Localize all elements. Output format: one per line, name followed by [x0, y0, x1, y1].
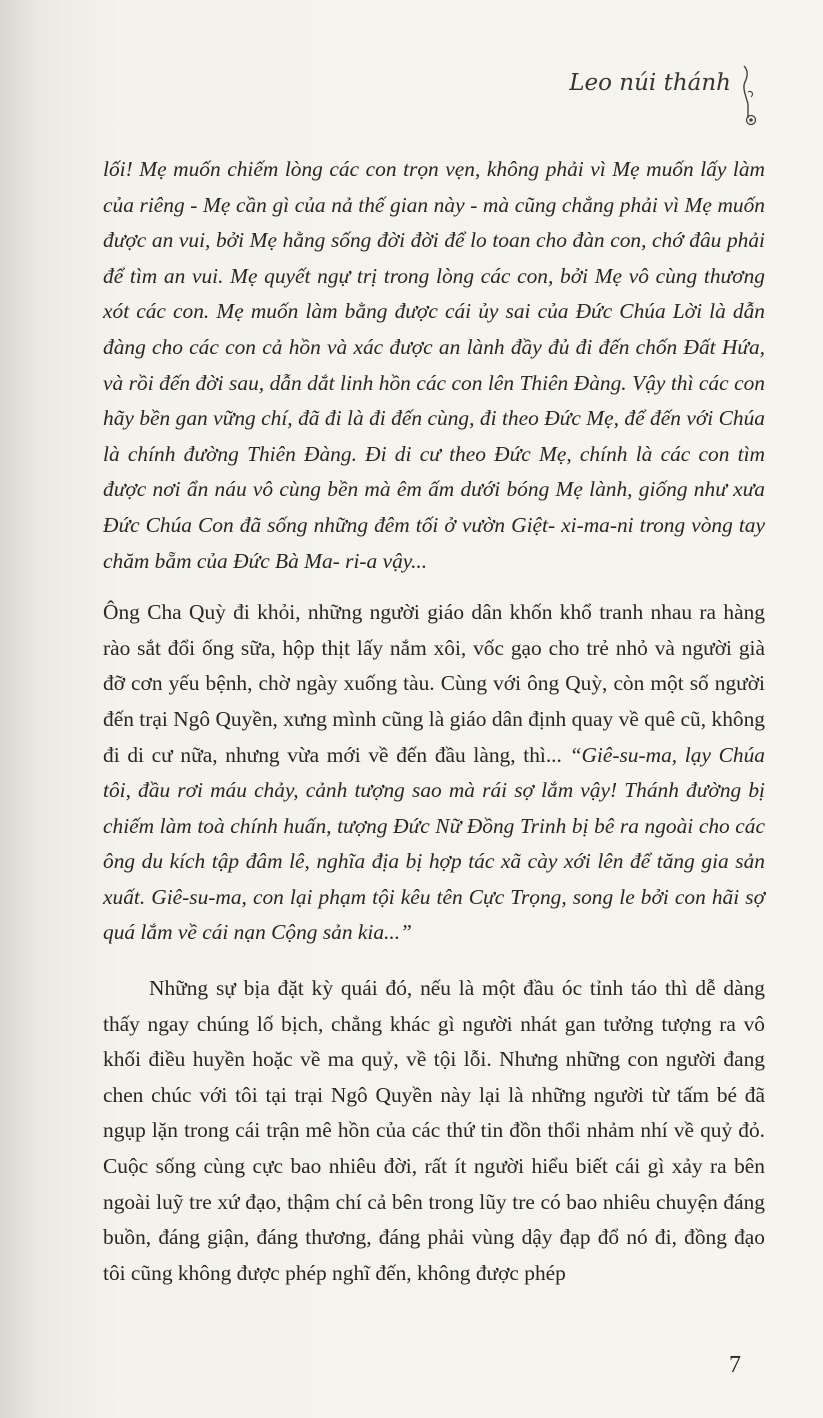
paragraph-1-text: Ông Cha Quỳ đi khỏi, những người giáo dân khốn khổ tranh nhau ra hàng rào sắt đổi ống sữa, hộp thịt lấy nắm xôi, vốc gạo cho trẻ nhỏ và người già đỡ cơn yếu bệnh, chờ ngày xuống tàu. Cùng với ông Quỳ, còn một số người đến trại Ngô Quyền, xưng mình cũng là giáo dân định quay về quê cũ, không đi di cư nữa, nhưng vừa mới về đến đầu làng, thì... [103, 600, 765, 767]
paragraph-1-quote: “Giê-su-ma, lạy Chúa tôi, đầu rơi máu chảy, cảnh tượng sao mà rái sợ lắm vậy! Thánh đường bị chiếm làm toà chính huấn, tượng Đức Nữ Đồng Trinh bị bê ra ngoài cho các ông du kích tập đâm lê, nghĩa địa bị hợp tác xã cày xới lên để tăng gia sản xuất. Giê-su-ma, con lại phạm tội kêu tên Cực Trọng, song le bởi con hãi sợ quá lắm về cái nạn Cộng sản kia...” [103, 742, 765, 945]
paragraph-1 [103, 595, 765, 951]
page-number: 7 [729, 1352, 741, 1378]
quoted-prayer-text: lối! Mẹ muốn chiếm lòng các con trọn vẹn, không phải vì Mẹ muốn lấy làm của riêng - Mẹ cần gì của nả thế gian này - mà cũng chẳng phải vì Mẹ muốn được an vui, bởi Mẹ hằng sống đời đời để lo toan cho đàn con, chớ đâu phải để tìm an vui. Mẹ quyết ngự trị trong lòng các con, bởi Mẹ vô cùng thương xót các con. Mẹ muốn làm bằng được cái ủy sai của Đức Chúa Lời là dẫn đàng cho các con cả hồn và xác được an lành đầy đủ đi đến chốn Đất Hứa, và rồi đến đời sau, dẫn dắt linh hồn các con lên Thiên Đàng. Vậy thì các con hãy bền gan vững chí, đã đi là đi đến cùng, đi theo Đức Mẹ, để đến với Chúa là chính đường Thiên Đàng. Đi di cư theo Đức Mẹ, chính là các con tìm được nơi ẩn náu vô cùng bền mà êm ấm dưới bóng Mẹ lành, giống như xưa Đức Chúa Con đã sống những đêm tối ở vườn Giệt- xi-ma-ni trong vòng tay chăm bẵm của Đức Bà Ma- ri-a vậy... [103, 157, 765, 573]
paragraph-2: Những sự bịa đặt kỳ quái đó, nếu là một đầu óc tỉnh táo thì dễ dàng thấy ngay chúng lố bịch, chẳng khác gì người nhát gan tưởng tượng ra vô khối điều huyền hoặc về ma quỷ, về tội lỗi. Nhưng những con người đang chen chúc với tôi tại trại Ngô Quyền này lại là những người từ tấm bé đã ngụp lặn trong cái trận mê hồn của các thứ tin đồn thổi nhảm nhí về quỷ đỏ. Cuộc sống cùng cực bao nhiêu đời, rất ít người hiểu biết cái gì xảy ra bên ngoài luỹ tre xứ đạo, thậm chí cả bên trong lũy tre có bao nhiêu chuyện đáng buồn, đáng giận, đáng thương, đáng phải vùng dậy đạp đổ nó đi, đồng đạo tôi cũng không được phép nghĩ đến, không được phép [103, 976, 765, 1285]
ornament-icon [738, 62, 762, 128]
running-header: Leo núi thánh [569, 70, 731, 96]
page-body [103, 152, 765, 1291]
